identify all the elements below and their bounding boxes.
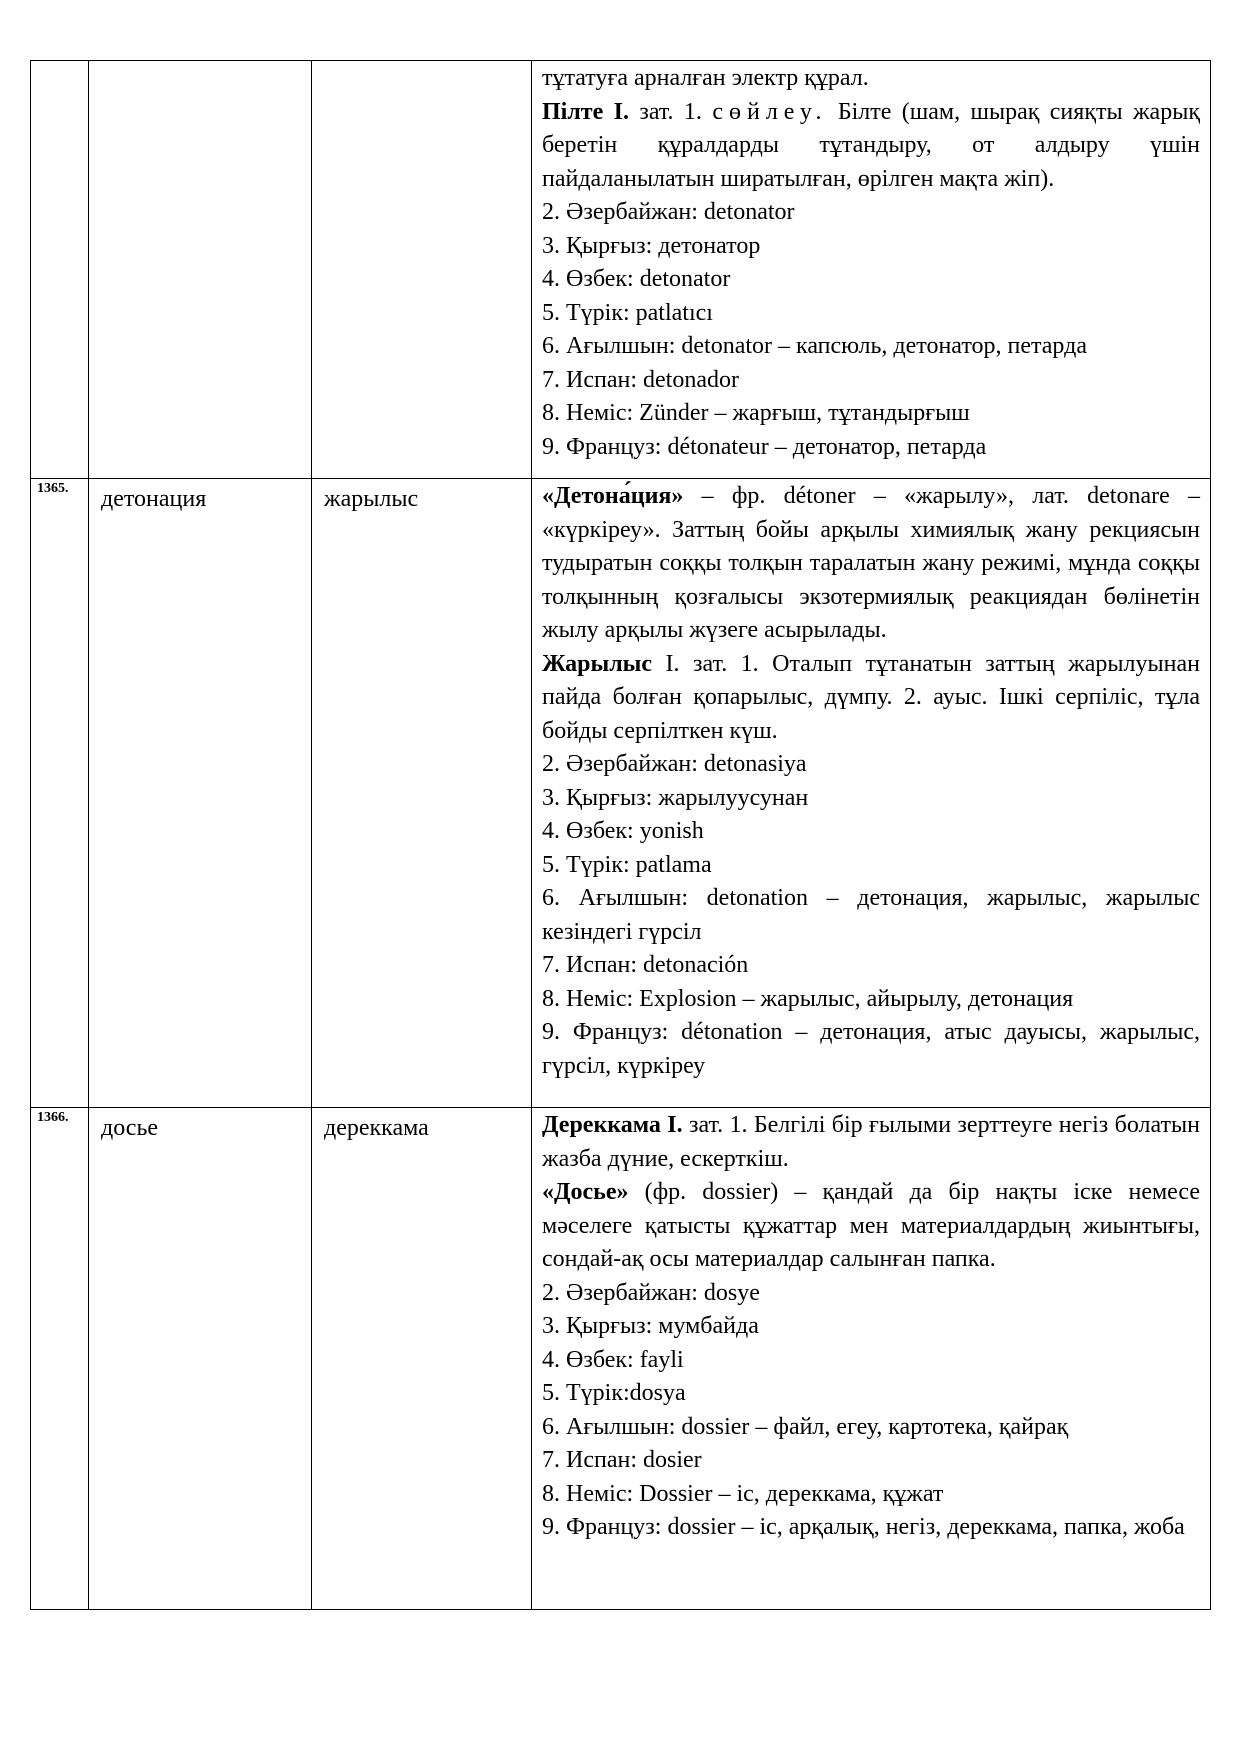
headword-paragraph: Пілте I. зат. 1. сөйлеу. Білте (шам, шырақ сияқты жарық беретін құралдарды тұтандыру, от алдыру үшін пайдаланылатын ширатылған, өрілген мақта жіп). xyxy=(542,98,1200,192)
translation-line: 2. Әзербайжан: detonasiya xyxy=(542,751,807,777)
translation-line: 6. Ағылшын: detonation – детонация, жарылыс, жарылыс кезіндегі гүрсіл xyxy=(542,885,1200,945)
translation-line: 3. Қырғыз: детонатор xyxy=(542,232,761,259)
translation-line: 2. Әзербайжан: detonator xyxy=(542,199,795,225)
table-row xyxy=(31,479,1211,1108)
headword: «Детона́ция» xyxy=(542,483,684,509)
table-row xyxy=(31,61,1211,479)
translation-line: 6. Ағылшын: dossier – файл, егеу, картотека, қайрақ xyxy=(542,1413,1069,1440)
dictionary-table xyxy=(30,60,1211,1610)
entry-term: досье xyxy=(89,1108,312,1610)
etymology-paragraph: «Детона́ция» – фр. détoner – «жарылу», лат. detonare – «күркіреу». Заттың бойы арқылы химиялық жану рекциясын тудыратын соққы толқын таралатын жану режимі, мұнда соққы толқынның қозғалысы экзотермиялық реакциядан бөлінетін жылу арқылы жүзеге асырылады. xyxy=(542,483,1200,643)
translation-line: 9. Француз: détonation – детонация, атыс дауысы, жарылыс, гүрсіл, күркіреу xyxy=(542,1019,1200,1079)
etymology-paragraph: «Досье» (фр. dossier) – қандай да бір нақты іске немесе мәселеге қатысты құжаттар мен материалдардың жиынтығы, сондай-ақ осы материалдар салынған папка. xyxy=(542,1179,1200,1272)
usage-label: сөйлеу. xyxy=(712,98,828,125)
translation-line: 8. Неміс: Explosion – жарылыс, айырылу, детонация xyxy=(542,985,1074,1012)
kazakh-definition-paragraph: Жарылыс I. зат. 1. Оталып тұтанатын заттың жарылуынан пайда болған қопарылыс, дүмпу. 2. ауыс. Ішкі серпіліс, тұла бойды серпілткен күш. xyxy=(542,650,1200,744)
translation-line: 6. Ағылшын: detonator – капсюль, детонатор, петарда xyxy=(542,333,1087,359)
translation-line: 5. Түрік: patlatıcı xyxy=(542,299,713,326)
entry-definition xyxy=(532,1108,1211,1610)
translation-line: 9. Француз: dossier – іс, арқалық, негіз, дереккама, папка, жоба xyxy=(542,1514,1185,1540)
entry-number: 1365. xyxy=(31,479,89,1108)
translation-line: 5. Түрік: patlama xyxy=(542,851,712,878)
translation-line: 8. Неміс: Zünder – жарғыш, тұтандырғыш xyxy=(542,400,970,426)
headword: Дереккама I. xyxy=(542,1112,683,1138)
continued-line: тұтатуға арналған электр құрал. xyxy=(542,65,869,91)
translation-line: 2. Әзербайжан: dosye xyxy=(542,1279,760,1306)
entry-definition xyxy=(532,61,1211,479)
entry-number: 1366. xyxy=(31,1108,89,1610)
headword: Жарылыс xyxy=(542,650,653,677)
kazakh-definition-paragraph: Дереккама I. зат. 1. Белгілі бір ғылыми зерттеуге негіз болатын жазба дүние, ескерткіш. xyxy=(542,1112,1200,1172)
entry-kazakh-term: жарылыс xyxy=(312,479,532,1108)
entry-kazakh-term: дереккама xyxy=(312,1108,532,1610)
entry-kazakh-term xyxy=(312,61,532,479)
headword: «Досье» xyxy=(542,1179,629,1205)
translation-line: 4. Өзбек: detonator xyxy=(542,266,731,292)
translation-line: 3. Қырғыз: мумбайда xyxy=(542,1313,759,1339)
translation-line: 7. Испан: detonador xyxy=(542,366,739,393)
translation-line: 7. Испан: dosier xyxy=(542,1447,702,1473)
entry-term: детонация xyxy=(89,479,312,1108)
translation-line: 4. Өзбек: yonish xyxy=(542,818,704,844)
translation-line: 7. Испан: detonación xyxy=(542,952,749,978)
entry-number xyxy=(31,61,89,479)
table-row xyxy=(31,1108,1211,1610)
translation-line: 4. Өзбек: fayli xyxy=(542,1346,684,1373)
translation-line: 8. Неміс: Dossier – іс, дереккама, құжат xyxy=(542,1480,944,1507)
translation-line: 9. Француз: détonateur – детонатор, петарда xyxy=(542,433,987,460)
headword: Пілте I. xyxy=(542,98,629,125)
translation-line: 5. Түрік:dosya xyxy=(542,1380,686,1406)
entry-term xyxy=(89,61,312,479)
translation-line: 3. Қырғыз: жарылуусунан xyxy=(542,784,809,811)
entry-definition xyxy=(532,479,1211,1108)
